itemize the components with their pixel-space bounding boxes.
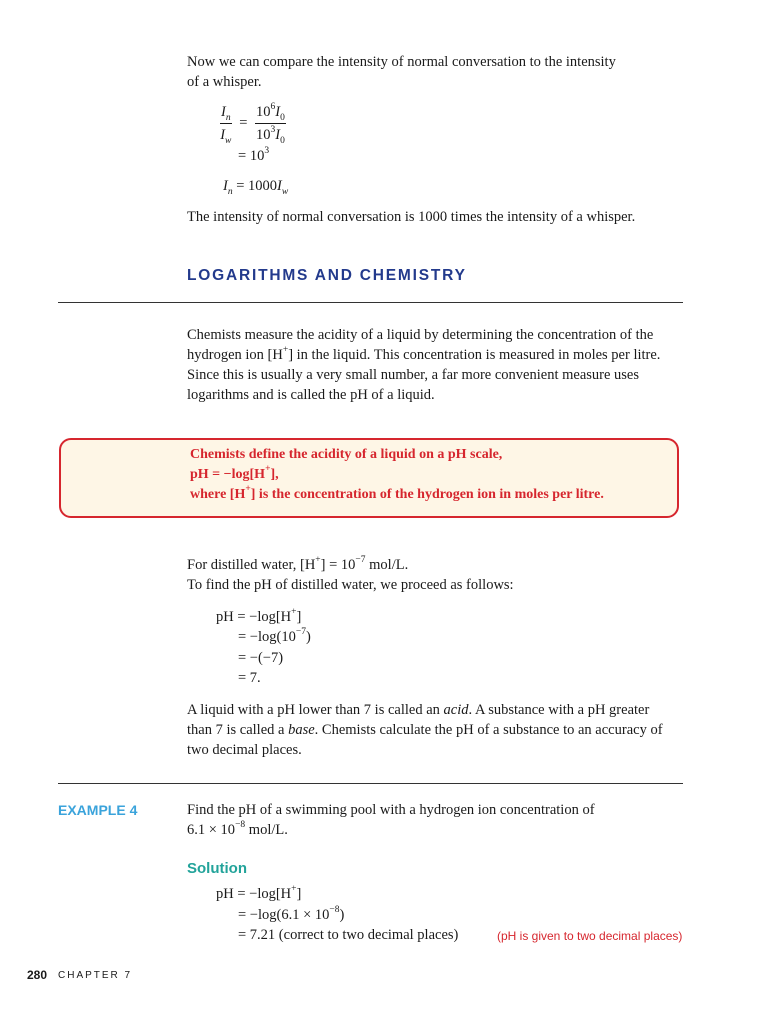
ratio-lhs: $\frac{I_n}{I_w}$ bbox=[220, 104, 232, 146]
chemistry-paragraph: Chemists measure the acidity of a liquid by determining the concentration of the hydrogen ion [H+] in the liquid. This concentration is measured in moles per litre. Since this is usually a very small number, a far more convenient measure uses logarithms and is called the pH of a liquid. bbox=[187, 327, 661, 403]
acid-base-paragraph: A liquid with a pH lower than 7 is called an acid. A substance with a pH greater than 7 is called a base. Chemists calculate the pH of a substance to an accuracy of two decimal places. bbox=[187, 702, 663, 758]
section-heading: LOGARITHMS AND CHEMISTRY bbox=[187, 267, 467, 284]
chapter-label: CHAPTER 7 bbox=[58, 970, 133, 981]
intro-line-1: Now we can compare the intensity of normal conversation to the intensity bbox=[187, 54, 616, 70]
solution-step-3: = 7.21 (correct to two decimal places) bbox=[238, 927, 459, 943]
example-line-1: Find the pH of a swimming pool with a hydrogen ion concentration of bbox=[187, 802, 595, 818]
water-ph-step-1: pH = −log[H+] bbox=[216, 607, 302, 625]
page-number: 280 bbox=[27, 968, 48, 982]
intensity-equation-step-2: = $10^3$ bbox=[238, 146, 270, 164]
water-line-1: For distilled water, $[H^+] = 10^{-7}$ mol/L. bbox=[187, 555, 409, 573]
water-ph-step-2: = $-\log(10^{-7})$ bbox=[238, 627, 311, 645]
intensity-ratio-equation: $\frac{I_n}{I_w}$ = $\frac{10^6I_0}{10^3I_0}$ bbox=[220, 102, 285, 146]
example-line-2: $6.1 \times 10^{-8}$ mol/L. bbox=[187, 820, 288, 838]
intensity-equation-step-3: $I_n = 1000I_w$ bbox=[223, 178, 289, 197]
solution-label: Solution bbox=[187, 860, 247, 877]
solution-step-1: pH = −log[H+] bbox=[216, 884, 302, 902]
intro-conclusion: The intensity of normal conversation is 1000 times the intensity of a whisper. bbox=[187, 209, 636, 225]
section-divider bbox=[58, 302, 683, 303]
water-ph-step-4: = 7. bbox=[238, 670, 261, 686]
precision-note: (pH is given to two decimal places) bbox=[497, 929, 683, 943]
ratio-rhs: $\frac{10^6I_0}{10^3I_0}$ bbox=[256, 102, 285, 146]
definition-callout-text: Chemists define the acidity of a liquid on a pH scale, pH = −log[H+], where [H+] is the concentration of the hydrogen ion in moles per litre. bbox=[190, 447, 604, 502]
intro-line-2: of a whisper. bbox=[187, 74, 262, 90]
water-line-2: To find the pH of distilled water, we proceed as follows: bbox=[187, 577, 514, 593]
solution-step-2: = $-\log(6.1 \times 10^{-8})$ bbox=[238, 905, 345, 923]
example-label: EXAMPLE 4 bbox=[58, 802, 138, 818]
water-ph-step-3: = −(−7) bbox=[238, 650, 284, 666]
example-divider bbox=[58, 783, 683, 784]
